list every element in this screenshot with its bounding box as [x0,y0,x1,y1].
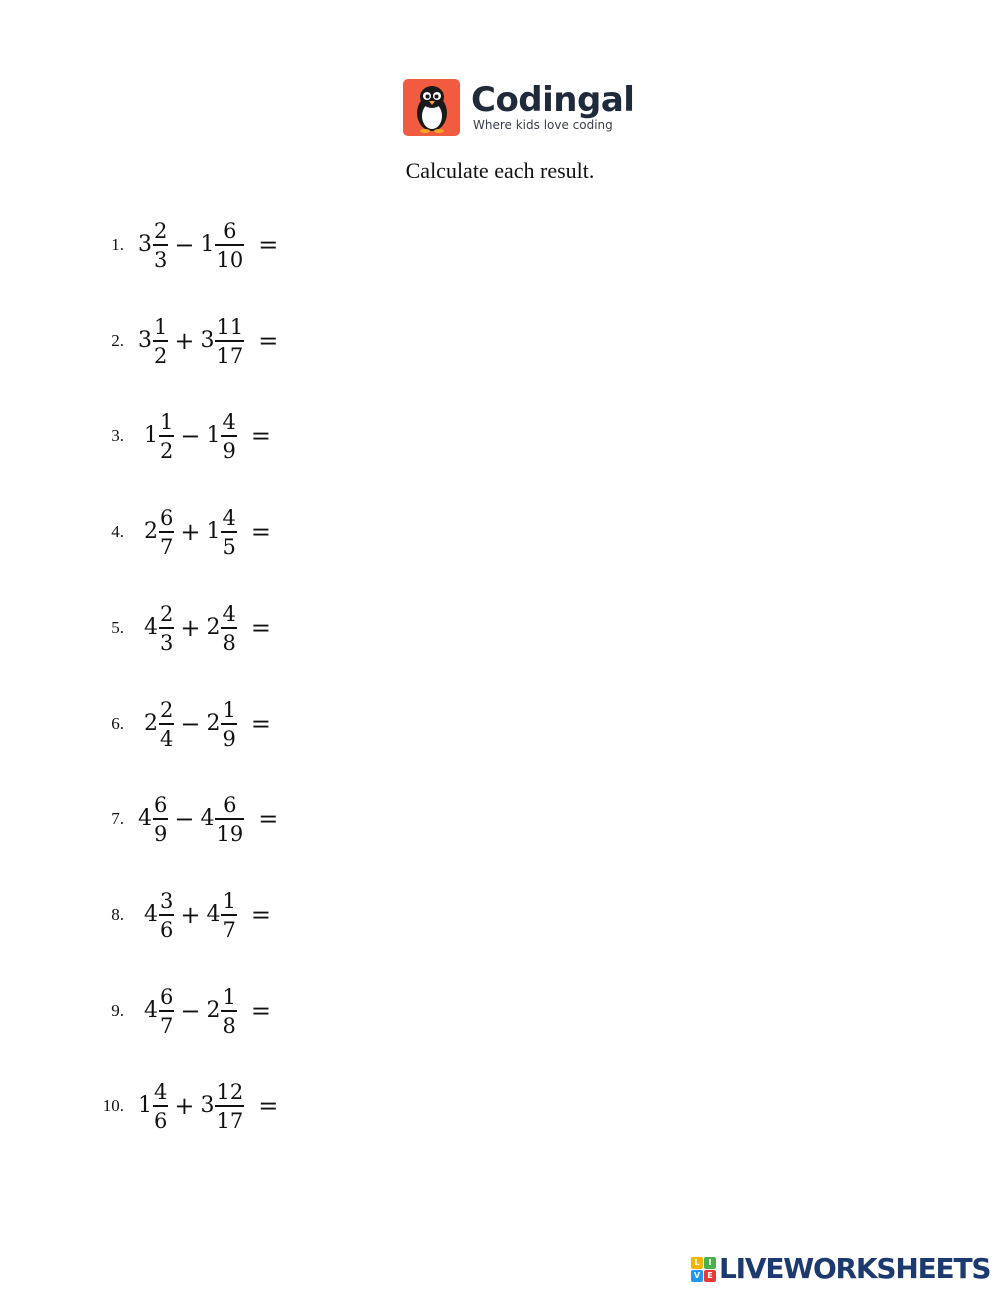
problem-number: 10. [102,1096,124,1115]
liveworksheets-brand: LIVEWORKSHEETS [719,1252,991,1285]
denominator: 5 [222,534,236,559]
problem-number: 5. [111,618,124,637]
fraction-bar [153,1105,168,1107]
fraction [215,219,244,272]
denominator: 17 [216,1108,244,1133]
numerator: 4 [222,409,236,434]
numerator: 11 [216,314,244,339]
whole-part: 4 [144,615,158,640]
mixed-number [206,506,236,559]
lw-block: L [691,1257,703,1269]
whole-part: 3 [138,232,152,257]
problem-row [0,883,1000,947]
whole-part: 1 [144,423,158,448]
fraction [215,793,244,846]
mixed-number [206,985,236,1038]
operator: + [180,901,201,929]
lw-block: I [704,1257,716,1269]
mixed-number [200,219,244,272]
lw-block: V [691,1270,703,1282]
numerator: 12 [216,1079,244,1104]
equals-sign: = [258,805,279,833]
denominator: 4 [160,726,174,751]
whole-part: 3 [200,1093,215,1118]
denominator: 19 [216,821,244,846]
problem-expression [144,404,271,468]
operator: − [180,997,201,1025]
numerator: 6 [154,792,168,817]
whole-part: 2 [144,519,158,544]
denominator: 7 [160,534,174,559]
numerator: 6 [160,984,174,1009]
operator: − [180,710,201,738]
problem-number: 2. [111,331,124,350]
operator: + [174,327,195,355]
problem-expression [144,596,271,660]
denominator: 2 [160,438,174,463]
denominator: 8 [222,630,236,655]
operator: + [180,518,201,546]
problem-row [0,979,1000,1043]
whole-part: 2 [206,998,221,1023]
denominator: 7 [222,917,236,942]
numerator: 1 [222,697,236,722]
problem-row [0,213,1000,277]
worksheet-instruction: Calculate each result. [405,158,595,183]
problem-row [0,787,1000,851]
numerator: 6 [223,792,237,817]
logo-text [471,82,634,133]
whole-part: 4 [138,806,152,831]
fraction-bar [221,1010,236,1012]
numerator: 6 [160,505,174,530]
problem-row [0,309,1000,373]
whole-part: 4 [144,902,158,927]
equals-sign: = [250,614,271,642]
mixed-number [144,985,174,1038]
problem-expression [144,500,271,564]
lw-block: E [704,1270,716,1282]
denominator: 2 [154,343,168,368]
equals-sign: = [250,997,271,1025]
numerator: 1 [222,888,236,913]
fraction-bar [159,723,174,725]
fraction [221,506,236,559]
operator: − [174,805,195,833]
fraction-bar [153,340,168,342]
problem-row [0,596,1000,660]
fraction-bar [215,818,244,820]
mixed-number [206,602,236,655]
mixed-number [206,889,236,942]
denominator: 9 [222,438,236,463]
numerator: 4 [154,1079,168,1104]
fraction [221,698,236,751]
mixed-number [144,410,174,463]
fraction-bar [221,723,236,725]
fraction [159,985,174,1038]
codingal-logo [403,79,634,136]
mixed-number [206,698,236,751]
liveworksheets-blocks-icon [691,1257,716,1282]
numerator: 2 [160,697,174,722]
equals-sign: = [250,422,271,450]
fraction-bar [159,627,174,629]
fraction [215,1080,244,1133]
whole-part: 2 [206,615,221,640]
equals-sign: = [250,901,271,929]
mixed-number [144,602,174,655]
fraction [215,315,244,368]
mixed-number [144,889,174,942]
mixed-number [200,1080,244,1133]
operator: − [174,231,195,259]
equals-sign: = [258,1092,279,1120]
whole-part: 2 [144,711,158,736]
problem-expression [138,213,278,277]
fraction [159,410,174,463]
problem-expression [144,692,271,756]
brand-name: Codingal [471,80,635,120]
numerator: 6 [223,218,237,243]
numerator: 1 [222,984,236,1009]
mixed-number [144,698,174,751]
problem-number: 3. [111,426,124,445]
operator: − [180,422,201,450]
fraction [221,602,236,655]
denominator: 8 [222,1013,236,1038]
denominator: 3 [160,630,174,655]
whole-part: 2 [206,711,221,736]
equals-sign: = [250,518,271,546]
denominator: 3 [154,247,168,272]
numerator: 1 [154,314,168,339]
whole-part: 3 [138,328,152,353]
problem-row [0,692,1000,756]
numerator: 3 [160,888,174,913]
problem-row [0,1074,1000,1138]
fraction-bar [159,914,174,916]
operator: + [174,1092,195,1120]
equals-sign: = [258,327,279,355]
problem-number: 6. [111,714,124,733]
problem-expression [144,979,271,1043]
fraction-bar [221,531,236,533]
fraction-bar [221,435,236,437]
mixed-number [138,219,168,272]
whole-part: 4 [200,806,215,831]
fraction [221,985,236,1038]
mixed-number [200,315,244,368]
brand-tagline: Where kids love coding [473,118,613,132]
numerator: 2 [154,218,168,243]
equals-sign: = [258,231,279,259]
operator: + [180,614,201,642]
problem-expression [144,883,271,947]
fraction [153,793,168,846]
fraction-bar [221,627,236,629]
denominator: 6 [154,1108,168,1133]
whole-part: 1 [138,1093,152,1118]
numerator: 4 [222,601,236,626]
numerator: 2 [160,601,174,626]
problem-expression [138,787,278,851]
denominator: 6 [160,917,174,942]
liveworksheets-logo [691,1252,991,1285]
mixed-number [144,506,174,559]
fraction-bar [221,914,236,916]
problem-row [0,404,1000,468]
whole-part: 1 [206,519,221,544]
fraction [153,315,168,368]
problem-expression [138,309,278,373]
denominator: 10 [216,247,244,272]
problem-expression [138,1074,278,1138]
problem-number: 8. [111,905,124,924]
numerator: 1 [160,409,174,434]
fraction [159,506,174,559]
problem-number: 7. [111,809,124,828]
problem-number: 1. [111,235,124,254]
equals-sign: = [250,710,271,738]
mixed-number [138,1080,168,1133]
fraction-bar [159,531,174,533]
fraction [153,1080,168,1133]
mixed-number [206,410,236,463]
problem-number: 9. [111,1001,124,1020]
whole-part: 4 [206,902,221,927]
fraction-bar [159,435,174,437]
mixed-number [200,793,244,846]
whole-part: 4 [144,998,158,1023]
mixed-number [138,315,168,368]
fraction-bar [215,244,244,246]
fraction-bar [215,340,244,342]
denominator: 9 [154,821,168,846]
fraction-bar [153,818,168,820]
fraction [159,889,174,942]
whole-part: 3 [200,328,215,353]
fraction-bar [215,1105,244,1107]
fraction-bar [159,1010,174,1012]
fraction [159,602,174,655]
denominator: 7 [160,1013,174,1038]
denominator: 17 [216,343,244,368]
problem-row [0,500,1000,564]
denominator: 9 [222,726,236,751]
fraction [159,698,174,751]
fraction [221,889,236,942]
whole-part: 1 [200,232,215,257]
fraction [221,410,236,463]
fraction [153,219,168,272]
whole-part: 1 [206,423,221,448]
fraction-bar [153,244,168,246]
penguin-icon [403,79,460,136]
numerator: 4 [222,505,236,530]
problem-number: 4. [111,522,124,541]
mixed-number [138,793,168,846]
